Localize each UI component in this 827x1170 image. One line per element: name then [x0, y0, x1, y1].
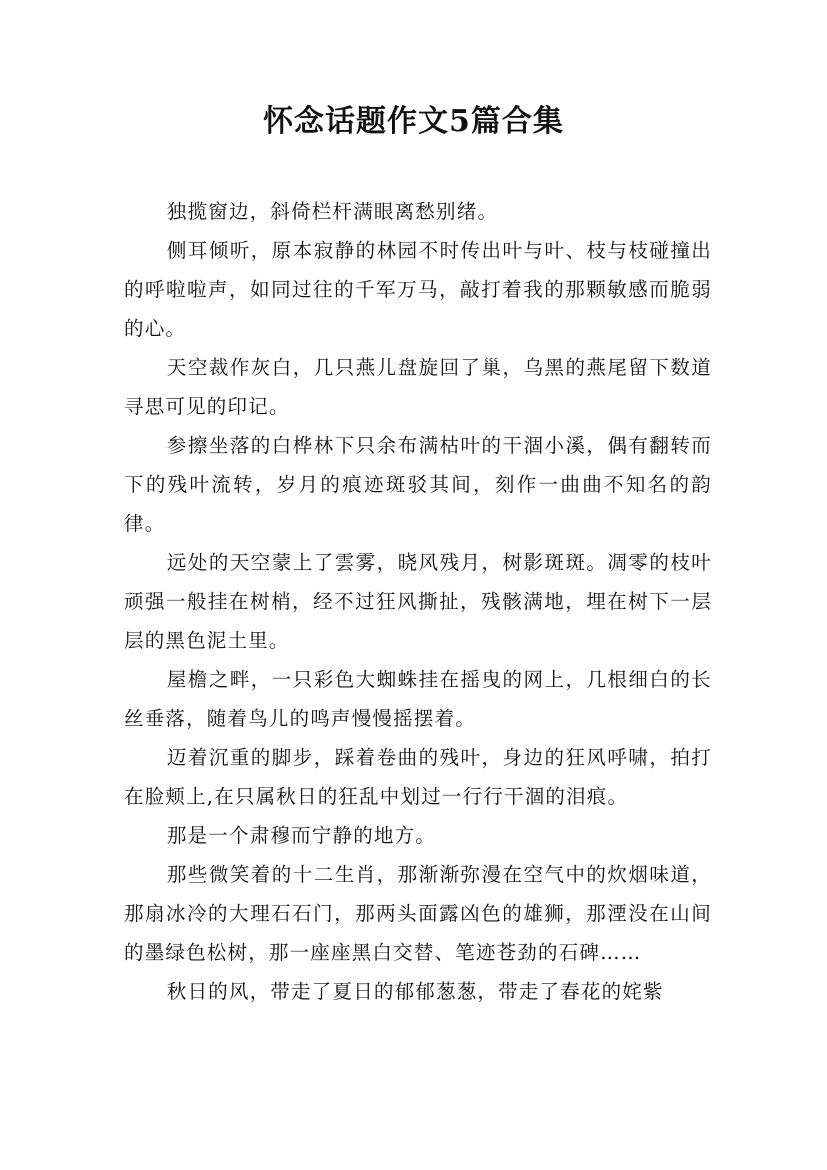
paragraph: 那些微笑着的十二生肖，那渐渐弥漫在空气中的炊烟味道，那扇冰冷的大理石石门，那两头面露凶色的雄狮，那湮没在山间的墨绿色松树，那一座座黑白交替、笔迹苍劲的石碑……: [124, 863, 712, 964]
paragraph: 侧耳倾听，原本寂静的林园不时传出叶与叶、枝与枝碰撞出的呼啦啦声，如同过往的千军万马，敲打着我的那颗敏感而脆弱的心。: [124, 239, 712, 340]
paragraph: 独揽窗边，斜倚栏杆满眼离愁别绪。: [166, 200, 499, 223]
paragraph: 远处的天空蒙上了雲雾，晓风残月，树影斑斑。凋零的枝叶顽强一般挂在树梢，经不过狂风撕扯，残骸满地，埋在树下一层层的黑色泥土里。: [124, 551, 712, 652]
document-body: [124, 192, 712, 1011]
paragraph: 天空裁作灰白，几只燕儿盘旋回了巢，乌黑的燕尾留下数道寻思可见的印记。: [124, 356, 712, 418]
paragraph: 迈着沉重的脚步，踩着卷曲的残叶，身边的狂风呼啸，拍打在脸颊上,在只属秋日的狂乱中划过一行行干涸的泪痕。: [124, 746, 712, 808]
paragraph: 屋檐之畔，一只彩色大蜘蛛挂在摇曳的网上，几根细白的长丝垂落，随着鸟儿的鸣声慢慢摇摆着。: [124, 668, 712, 730]
paragraph: 参擦坐落的白桦林下只余布满枯叶的干涸小溪，偶有翻转而下的残叶流转，岁月的痕迹斑驳其间，刻作一曲曲不知名的韵律。: [124, 434, 712, 535]
paragraph: 那是一个肃穆而宁静的地方。: [166, 824, 436, 847]
document-title: 怀念话题作文5篇合集: [263, 104, 564, 139]
paragraph: 秋日的风，带走了夏日的郁郁葱葱，带走了春花的姹紫: [166, 980, 664, 1003]
